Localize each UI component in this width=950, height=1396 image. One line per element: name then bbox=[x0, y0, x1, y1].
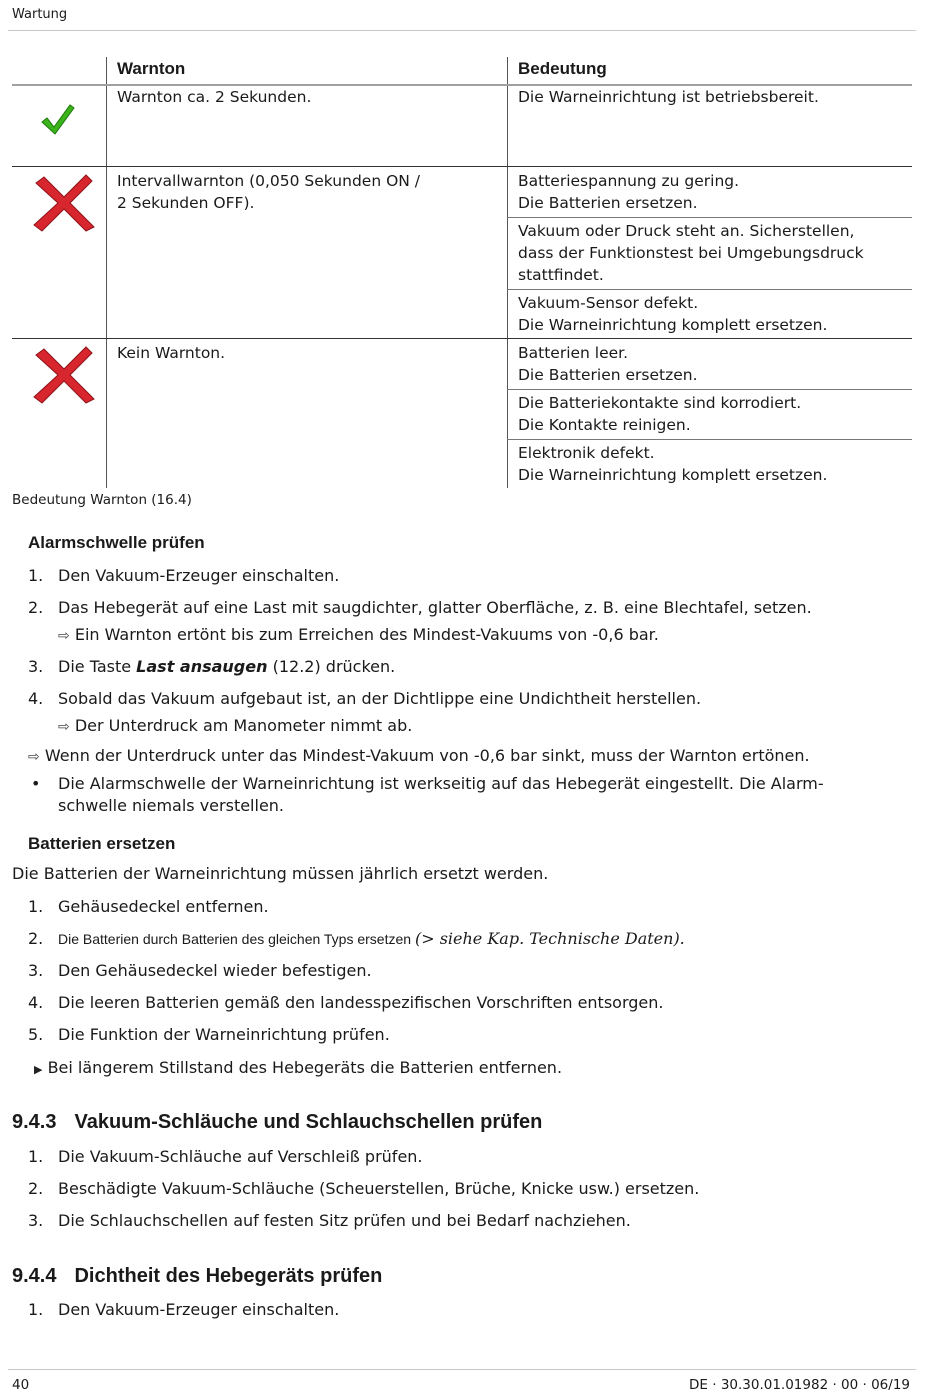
triangle-right-icon: ▶ bbox=[34, 1063, 43, 1076]
list-item: 4. Sobald das Vakuum aufgebaut ist, an der Dichtlippe eine Undichtheit herstellen. bbox=[28, 689, 702, 708]
table-row bbox=[12, 85, 912, 167]
bedeutung-cell: Elektronik defekt. Die Warneinrichtung komplett ersetzen. bbox=[508, 440, 913, 489]
list-item: 1. Die Vakuum-Schläuche auf Verschleiß prüfen. bbox=[28, 1147, 423, 1166]
warnton-cell: Kein Warnton. bbox=[107, 339, 508, 489]
section-heading-943: 9.4.3 Vakuum-Schläuche und Schlauchschellen prüfen bbox=[12, 1111, 543, 1133]
table-row bbox=[12, 167, 912, 218]
section-heading-944: 9.4.4 Dichtheit des Hebegeräts prüfen bbox=[12, 1265, 383, 1287]
list-item: 5. Die Funktion der Warneinrichtung prüfen. bbox=[28, 1025, 390, 1044]
footer-rule bbox=[8, 1369, 916, 1370]
result-item: ⇨ Ein Warnton ertönt bis zum Erreichen des Mindest-Vakuums von -0,6 bar. bbox=[58, 625, 659, 644]
result-item: ⇨ Wenn der Unterdruck unter das Mindest-Vakuum von -0,6 bar sinkt, muss der Warnton ertönen. bbox=[28, 746, 810, 765]
cross-icon bbox=[32, 173, 96, 233]
bedeutung-cell: Die Batteriekontakte sind korrodiert. Die Kontakte reinigen. bbox=[508, 390, 913, 440]
page-number: 40 bbox=[12, 1377, 30, 1393]
result-arrow-icon: ⇨ bbox=[28, 749, 40, 765]
column-header-bedeutung: Bedeutung bbox=[508, 57, 913, 85]
cross-icon bbox=[32, 345, 96, 405]
checkmark-icon bbox=[40, 102, 76, 136]
list-item: 2. Das Hebegerät auf eine Last mit saugdichter, glatter Oberfläche, z. B. eine Blechtafel, setzen. bbox=[28, 598, 812, 617]
table-row bbox=[12, 339, 912, 390]
warnton-cell: Warnton ca. 2 Sekunden. bbox=[107, 85, 508, 167]
tip-item: ▶ Bei längerem Stillstand des Hebegeräts die Batterien entfernen. bbox=[34, 1058, 563, 1077]
intro-text: Die Batterien der Warneinrichtung müssen jährlich ersetzt werden. bbox=[12, 864, 549, 883]
heading-batterien: Batterien ersetzen bbox=[28, 834, 176, 853]
warnton-table bbox=[12, 57, 912, 488]
bedeutung-cell: Die Warneinrichtung ist betriebsbereit. bbox=[508, 85, 913, 167]
result-arrow-icon: ⇨ bbox=[58, 719, 70, 735]
bedeutung-cell: Vakuum oder Druck steht an. Sicherstellen, dass der Funktionstest bei Umgebungsdruck stattfindet. bbox=[508, 218, 913, 290]
list-item: 2. Die Batterien durch Batterien des gleichen Typs ersetzen (> siehe Kap. Technische Daten). bbox=[28, 929, 685, 948]
note-item: • Die Alarmschwelle der Warneinrichtung ist werkseitig auf das Hebegerät eingestellt. Die Alarm- schwelle niemals verstellen. bbox=[31, 774, 824, 815]
list-item: 1. Den Vakuum-Erzeuger einschalten. bbox=[28, 1300, 340, 1319]
bedeutung-cell: Batterien leer. Die Batterien ersetzen. bbox=[508, 339, 913, 390]
list-item: 3. Den Gehäusedeckel wieder befestigen. bbox=[28, 961, 372, 980]
header-rule bbox=[8, 30, 916, 31]
bedeutung-cell: Vakuum-Sensor defekt. Die Warneinrichtung komplett ersetzen. bbox=[508, 290, 913, 339]
list-item: 2. Beschädigte Vakuum-Schläuche (Scheuerstellen, Brüche, Knicke usw.) ersetzen. bbox=[28, 1179, 700, 1198]
cross-reference-link[interactable]: (> siehe Kap. Technische Daten). bbox=[414, 929, 685, 948]
bedeutung-cell: Batteriespannung zu gering. Die Batterien ersetzen. bbox=[508, 167, 913, 218]
list-item: 3. Die Taste Last ansaugen (12.2) drücken. bbox=[28, 657, 396, 676]
result-item: ⇨ Der Unterdruck am Manometer nimmt ab. bbox=[58, 716, 413, 735]
list-item: 3. Die Schlauchschellen auf festen Sitz prüfen und bei Bedarf nachziehen. bbox=[28, 1211, 631, 1230]
table-header-row bbox=[12, 57, 912, 85]
document-id: DE · 30.30.01.01982 · 00 · 06/19 bbox=[689, 1377, 910, 1393]
list-item: 1. Gehäusedeckel entfernen. bbox=[28, 897, 269, 916]
column-header-warnton: Warnton bbox=[107, 57, 508, 85]
key-label: Last ansaugen bbox=[136, 657, 268, 676]
running-header: Wartung bbox=[12, 7, 68, 22]
bullet-icon: • bbox=[31, 774, 41, 793]
table-caption: Bedeutung Warnton (16.4) bbox=[12, 492, 192, 508]
heading-alarmschwelle: Alarmschwelle prüfen bbox=[28, 533, 205, 552]
list-item: 4. Die leeren Batterien gemäß den landesspezifischen Vorschriften entsorgen. bbox=[28, 993, 664, 1012]
warnton-cell: Intervallwarnton (0,050 Sekunden ON / 2 Sekunden OFF). bbox=[107, 167, 508, 339]
result-arrow-icon: ⇨ bbox=[58, 628, 70, 644]
list-item: 1. Den Vakuum-Erzeuger einschalten. bbox=[28, 566, 340, 585]
